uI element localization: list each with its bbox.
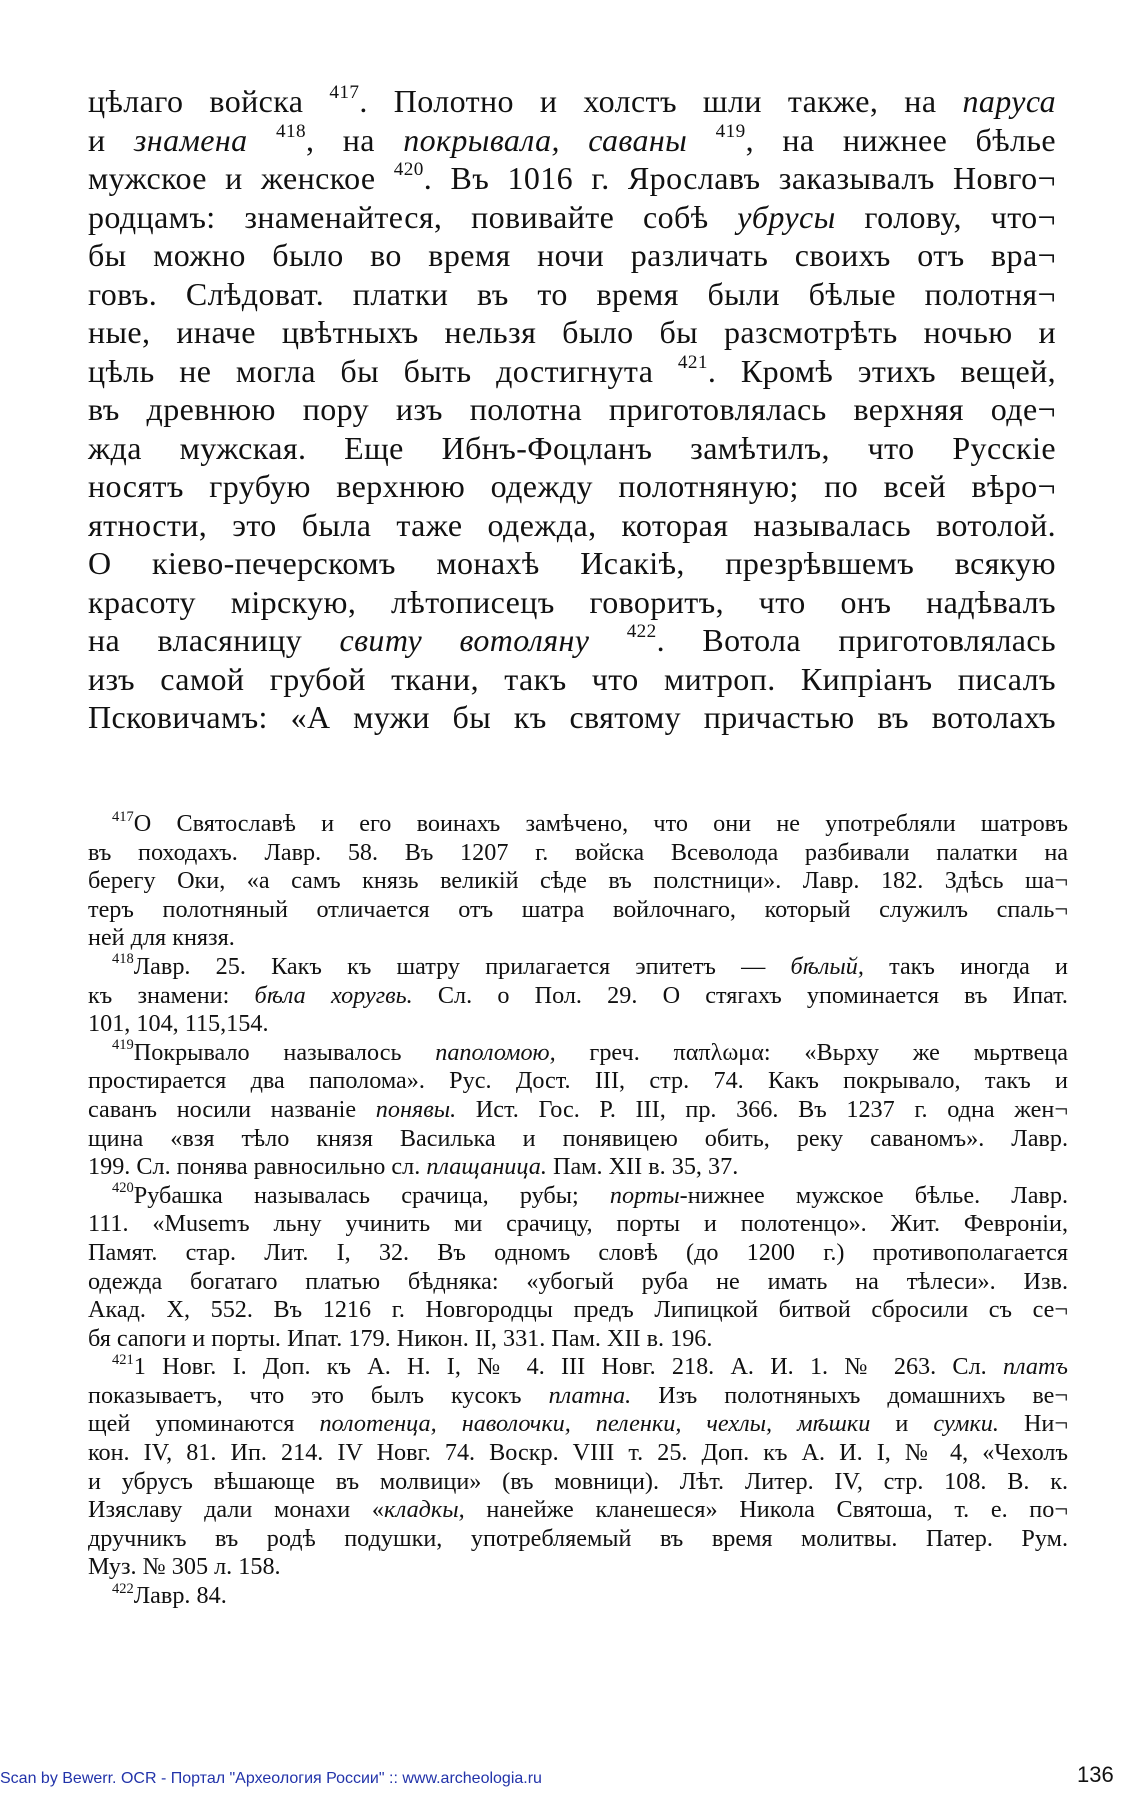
footnote xyxy=(88,953,1068,1039)
text-run: Псковичамъ: «А мужи бы къ святому причастью въ вотолахъ xyxy=(88,699,1056,735)
text-run: 111. «Musemъ льну учинить ми срачицу, порты и полотенцо». Жит. Февроніи, xyxy=(88,1210,1068,1238)
text-run: . Кромѣ этихъ вещей, xyxy=(707,352,1057,389)
text-line xyxy=(88,236,1056,275)
text-run: Рубашка называлась срачица, рубы; xyxy=(133,1181,610,1209)
footnote-line xyxy=(88,1010,1068,1039)
text-run: простирается два паполома». Рус. Дост. III, стр. 74. Какъ покрывало, такъ и xyxy=(88,1067,1068,1095)
text-run: берегу Оки, «а самъ князь великій сѣде въ полстници». Лавр. 182. Здѣсь ша¬ xyxy=(88,867,1068,895)
footnote xyxy=(88,1353,1068,1582)
text-run: нанейже кланешеся» Никола Святоша, т. е. по¬ xyxy=(464,1496,1068,1524)
footnote-line xyxy=(88,1039,1068,1068)
text-run: , на нижнее бѣлье xyxy=(745,121,1056,158)
italic-run: паполомою, xyxy=(435,1038,556,1066)
text-run: къ знамени: xyxy=(88,981,255,1009)
footnote-line xyxy=(88,839,1068,868)
italic-run: платна. xyxy=(548,1381,632,1409)
text-run: бя сапоги и порты. Ипат. 179. Никон. II, 331. Пам. XII в. 196. xyxy=(88,1324,713,1352)
footnote-ref: 417 xyxy=(329,82,360,104)
italic-run: сумки. xyxy=(933,1410,999,1438)
text-run: ные, иначе цвѣтныхъ нельзя было бы разсмотрѣть ночью и xyxy=(88,314,1056,350)
italic-run: бѣлый, xyxy=(790,952,864,980)
text-run: О кіево-печерскомъ монахѣ Исакіѣ, презрѣвшемъ всякую xyxy=(88,545,1056,581)
italic-run: паруса xyxy=(962,83,1056,119)
footnote-line xyxy=(88,1268,1068,1297)
text-run: Изяславу дали монахи « xyxy=(88,1496,384,1524)
text-line xyxy=(88,390,1056,429)
text-run: щина «взя тѣло князя Василька и понявицею обить, реку саваномъ». Лавр. xyxy=(88,1124,1068,1152)
text-run: Памят. стар. Лит. I, 32. Въ одномъ словѣ (до 1200 г.) противополагается xyxy=(88,1238,1068,1266)
footnote-line xyxy=(88,1296,1068,1325)
text-run: 101, 104, 115,154. xyxy=(88,1010,269,1038)
text-line xyxy=(88,198,1056,237)
footnote-line xyxy=(88,896,1068,925)
text-run xyxy=(687,122,715,158)
italic-run: свиту вотоляну xyxy=(339,622,590,658)
text-line xyxy=(88,82,1056,121)
footnote-ref: 419 xyxy=(112,1037,134,1054)
footnote-ref: 420 xyxy=(112,1180,134,1197)
footnote-line xyxy=(88,1325,1068,1354)
footnotes xyxy=(88,810,1068,1611)
text-run: . Въ 1016 г. Ярославъ заказывалъ Новго¬ xyxy=(423,160,1056,196)
text-run: саванъ носили названіе xyxy=(88,1095,376,1123)
footnote-ref: 422 xyxy=(626,621,657,643)
footnote-line xyxy=(88,1496,1068,1525)
text-run: Изъ полотняныхъ домашнихъ ве¬ xyxy=(631,1381,1069,1409)
footnote-line xyxy=(88,1525,1068,1554)
footnote xyxy=(88,1182,1068,1354)
text-run: 1 Новг. I. Доп. къ А. Н. I, № 4. III Новг. 218. А. И. 1. № 263. Сл. xyxy=(133,1353,1003,1381)
italic-run: бѣла хоругвь. xyxy=(254,981,413,1009)
footnote-line xyxy=(88,810,1068,839)
italic-run: плащаница. xyxy=(426,1153,547,1181)
text-run: говъ. Слѣдоват. платки въ то время были бѣлые полотня¬ xyxy=(88,275,1056,312)
footnote-line xyxy=(88,1153,1068,1182)
text-line xyxy=(88,621,1056,660)
text-run: и убрусъ вѣшающе въ молвици» (въ мовници). Лѣт. Литер. IV, стр. 108. В. к. xyxy=(88,1467,1068,1495)
footnote-ref: 419 xyxy=(715,120,746,142)
footnote xyxy=(88,810,1068,953)
footnote-ref: 422 xyxy=(112,1580,134,1597)
italic-run: покрывала, саваны xyxy=(403,121,688,158)
footnote-line xyxy=(88,1582,1068,1611)
footnote-line xyxy=(88,1410,1068,1439)
text-run: родцамъ: знаменайтеся, повивайте собѣ xyxy=(88,198,738,235)
footnote-line xyxy=(88,1125,1068,1154)
text-run: бы можно было во время ночи различать своихъ отъ вра¬ xyxy=(88,237,1056,273)
text-run: Пам. XII в. 35, 37. xyxy=(546,1153,739,1181)
footnote-line xyxy=(88,1553,1068,1582)
text-run: . Полотно и холстъ шли также, на xyxy=(359,83,963,119)
text-run: мужское и женское xyxy=(88,160,394,196)
text-run: Лавр. 84. xyxy=(133,1582,227,1610)
text-run: цѣлаго войска xyxy=(88,83,330,119)
footnote-ref: 417 xyxy=(112,808,134,825)
italic-run: порты xyxy=(609,1181,680,1209)
footnote-line xyxy=(88,982,1068,1011)
text-line xyxy=(88,313,1056,352)
text-run: въ походахъ. Лавр. 58. Въ 1207 г. войска Всеволода разбивали палатки на xyxy=(88,838,1068,866)
text-run: въ древнюю пору изъ полотна приготовлялась верхняя оде¬ xyxy=(88,391,1056,427)
footnote-ref: 421 xyxy=(112,1351,134,1368)
footnote-line xyxy=(88,1210,1068,1239)
footnote-line xyxy=(88,1468,1068,1497)
footnote-line xyxy=(88,953,1068,982)
text-run: , на xyxy=(305,121,404,158)
text-run: Акад. X, 552. Въ 1216 г. Новгородцы предъ Липицкой битвой сбросили съ се¬ xyxy=(88,1296,1068,1324)
text-run: Покрывало называлось xyxy=(133,1038,436,1066)
text-run: и xyxy=(88,121,134,158)
text-line xyxy=(88,506,1056,545)
footnote-ref: 418 xyxy=(275,120,306,142)
page-number: 136 xyxy=(1077,1762,1114,1787)
italic-run: убрусы xyxy=(737,198,836,235)
text-run: теръ полотняный отличается отъ шатра войлочнаго, который служилъ спаль¬ xyxy=(88,895,1068,923)
text-run: Лавр. 25. Какъ къ шатру прилагается эпитетъ — xyxy=(133,952,791,980)
italic-run: платъ xyxy=(1002,1353,1068,1381)
footnote-line xyxy=(88,1067,1068,1096)
text-run: Сл. о Пол. 29. О стягахъ упоминается въ Ипат. xyxy=(412,981,1068,1009)
text-run: О Святославѣ и его воинахъ замѣчено, что они не употребляли шатровъ xyxy=(133,810,1068,837)
text-line xyxy=(88,159,1056,198)
text-run: щей упоминаются xyxy=(88,1410,320,1438)
footnote-ref: 420 xyxy=(393,159,424,181)
text-line xyxy=(88,429,1056,468)
italic-run: полотенца, наволочки, пеленки, чехлы, мѣшки xyxy=(319,1410,871,1438)
text-line xyxy=(88,467,1056,506)
text-run xyxy=(248,122,276,158)
text-run: . Вотола приготовлялась xyxy=(656,622,1057,658)
main-text xyxy=(88,82,1056,737)
text-run: голову, что¬ xyxy=(835,198,1057,235)
text-line xyxy=(88,544,1056,583)
text-line xyxy=(88,583,1056,622)
text-run: Ни¬ xyxy=(998,1410,1068,1438)
footnote-line xyxy=(88,1096,1068,1125)
text-run: на власяницу xyxy=(88,622,340,658)
footnote-ref: 418 xyxy=(112,951,134,968)
text-line xyxy=(88,352,1056,391)
footnote-line xyxy=(88,1382,1068,1411)
text-run: и xyxy=(870,1410,934,1438)
italic-run: понявы. xyxy=(375,1095,457,1123)
text-run: носятъ грубую верхнюю одежду полотняную; по всей вѣро¬ xyxy=(88,468,1056,504)
text-run: дручникъ въ родѣ подушки, употребляемый въ время молитвы. Патер. Рум. xyxy=(88,1524,1068,1552)
text-run: греч. παπλωμα: «Вьрху же мьртвеца xyxy=(555,1038,1068,1066)
text-run: цѣль не могла бы быть достигнута xyxy=(88,352,678,389)
footnote-line xyxy=(88,1353,1068,1382)
text-line xyxy=(88,698,1056,737)
text-run: кон. IV, 81. Ип. 214. IV Новг. 74. Воскр. VIII т. 25. Доп. къ А. И. I, № 4, «Чехолъ xyxy=(88,1439,1068,1467)
text-line xyxy=(88,660,1056,699)
footnote-line xyxy=(88,924,1068,953)
text-run: 199. Сл. понява равносильно сл. xyxy=(88,1153,427,1181)
text-run: красоту мірскую, лѣтописецъ говоритъ, что онъ надѣвалъ xyxy=(88,583,1056,620)
footnote-line xyxy=(88,867,1068,896)
text-run: Муз. № 305 л. 158. xyxy=(88,1553,281,1581)
text-line xyxy=(88,275,1056,314)
footnote-line xyxy=(88,1439,1068,1468)
footnote xyxy=(88,1582,1068,1611)
text-run: одежда богатаго платью бѣдняка: «убогый руба не имать на тѣлеси». Изв. xyxy=(88,1267,1068,1295)
text-run: -нижнее мужское бѣлье. Лавр. xyxy=(679,1181,1068,1209)
text-line xyxy=(88,121,1056,160)
text-run: показываетъ, что это былъ кусокъ xyxy=(88,1381,549,1409)
footnote xyxy=(88,1039,1068,1182)
text-run: изъ самой грубой ткани, такъ что митроп. Кипріанъ писалъ xyxy=(88,660,1056,697)
text-run: ятности, это была таже одежда, которая называлась вотолой. xyxy=(88,506,1056,543)
scan-credit: Scan by Bewerr. OCR - Портал "Археология России" :: www.archeologia.ru xyxy=(0,1770,542,1787)
text-run: ней для князя. xyxy=(88,924,235,952)
text-run: такъ иногда и xyxy=(863,952,1069,980)
footnote-line xyxy=(88,1239,1068,1268)
text-run: жда мужская. Еще Ибнъ-Фоцланъ замѣтилъ, что Русскіе xyxy=(88,429,1056,466)
footnote-line xyxy=(88,1182,1068,1211)
italic-run: знамена xyxy=(133,121,248,158)
text-run: Ист. Гос. Р. III, пр. 366. Въ 1237 г. одна жен¬ xyxy=(456,1095,1068,1123)
italic-run: кладкы, xyxy=(383,1496,465,1524)
text-run xyxy=(589,622,626,658)
footnote-ref: 421 xyxy=(677,351,708,373)
